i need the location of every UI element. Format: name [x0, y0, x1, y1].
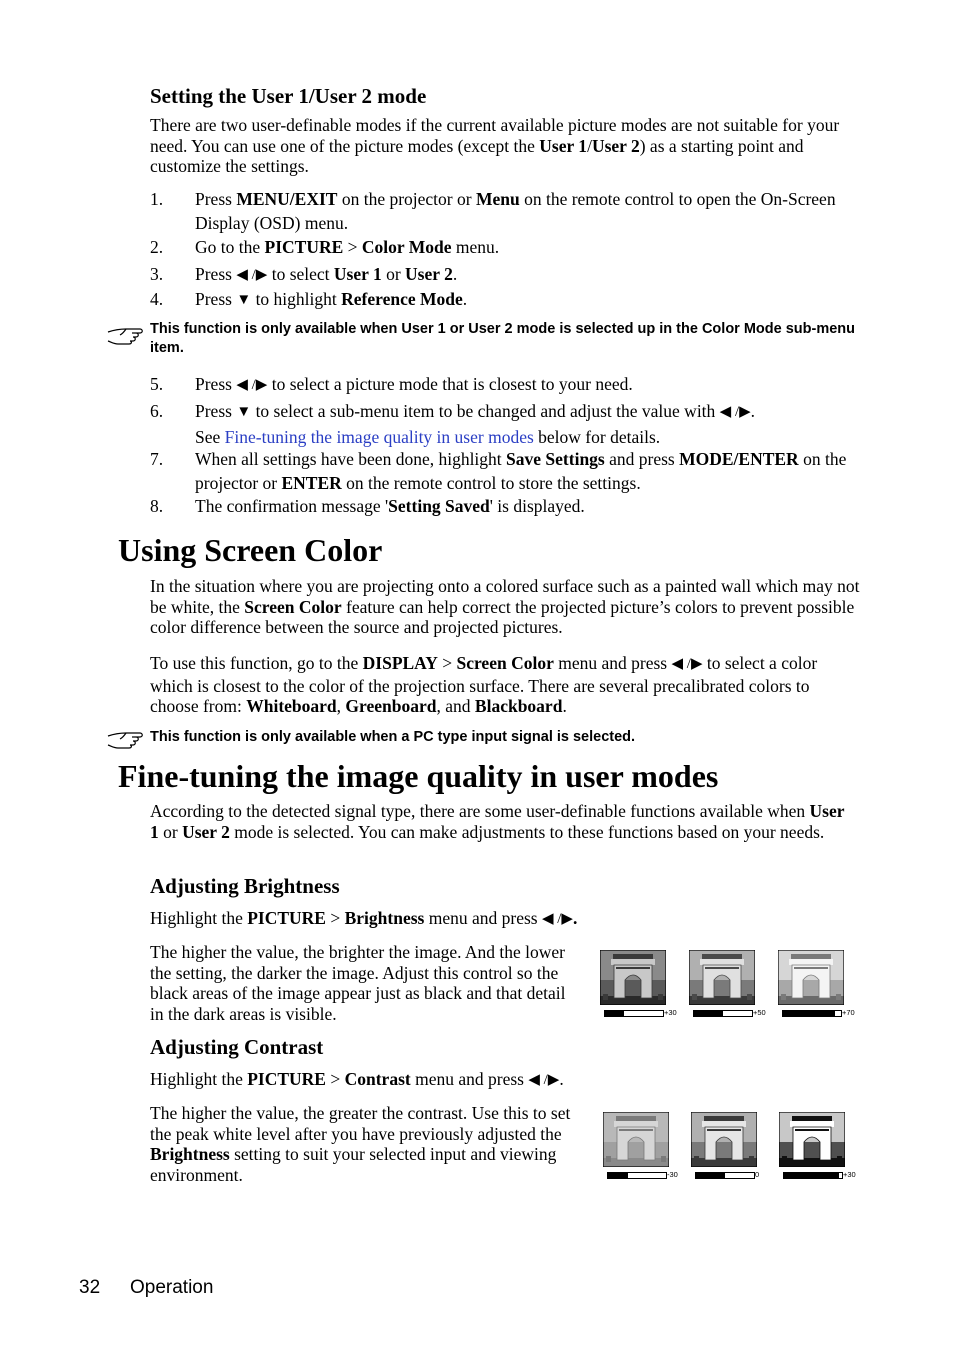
bold-text: ENTER	[281, 472, 342, 493]
level-bar-fill	[784, 1173, 839, 1178]
level-bar-fill	[696, 1173, 725, 1178]
text: See	[195, 426, 225, 447]
sample-image	[691, 1112, 757, 1167]
section-heading-user-mode: Setting the User 1/User 2 mode	[150, 84, 427, 108]
step-number: 1.	[150, 189, 164, 209]
text: .	[750, 401, 756, 421]
left-right-arrow-icon: ◀ /▶	[671, 656, 703, 672]
text: To use this function, go to the	[150, 653, 363, 673]
left-right-arrow-icon: ◀ /▶	[541, 911, 573, 927]
text: According to the detected signal type, there are some user-definable functions available when	[150, 801, 810, 821]
text: menu.	[451, 237, 500, 257]
sample-image	[603, 1112, 669, 1167]
bold-text: Brightness	[344, 908, 425, 928]
text: ,	[336, 696, 346, 716]
level-bar-fill	[783, 1011, 835, 1016]
bold-text: PICTURE	[247, 908, 326, 928]
bold-text: User 2	[405, 264, 453, 284]
down-arrow-icon: ▼	[236, 292, 252, 308]
bold-text: Color Mode	[361, 237, 452, 257]
bold-text: DISPLAY	[362, 653, 438, 673]
text: on the projector or	[337, 189, 476, 209]
text: Highlight the	[150, 1069, 248, 1089]
note-hand-icon	[106, 728, 146, 750]
brightness-description: The higher the value, the brighter the image. And the lower the setting, the darker the image. Adjust this control so the black areas of the image appear just as black and that detail in the dark areas is visible.	[150, 942, 566, 1024]
level-bar-fill	[608, 1173, 628, 1178]
note-screen-color: This function is only available when a PC type input signal is selected.	[150, 729, 636, 745]
text: The higher the value, the greater the contrast. Use this to set the peak white level after you have previously adjusted the	[150, 1103, 571, 1144]
step-number: 8.	[150, 496, 164, 516]
bold-text: PICTURE	[247, 1069, 326, 1089]
text: The confirmation message '	[195, 496, 389, 516]
text: Press	[195, 289, 237, 309]
level-label: +30	[664, 1008, 677, 1017]
level-bar-fill	[605, 1011, 624, 1016]
fine-tuning-intro	[150, 801, 850, 842]
bold-text: Blackboard	[474, 696, 563, 716]
bold-text: Menu	[475, 189, 520, 209]
contrast-description	[150, 1103, 575, 1185]
text: /	[587, 135, 592, 156]
step-7	[150, 448, 855, 495]
text: menu and press	[424, 908, 542, 928]
text: and press	[604, 449, 680, 469]
level-label: +50	[753, 1008, 766, 1017]
screen-color-paragraph-1	[150, 576, 860, 638]
text: >	[437, 653, 457, 673]
text: or	[158, 821, 183, 842]
text: >	[343, 237, 362, 257]
text: Press	[195, 374, 237, 394]
footer-section: Operation	[130, 1277, 214, 1298]
text: >	[325, 908, 345, 928]
text: to select	[267, 264, 334, 284]
level-label: +70	[842, 1008, 855, 1017]
text: >	[325, 1069, 345, 1089]
step-6	[150, 400, 855, 449]
bold-text: Reference Mode	[341, 289, 463, 309]
level-bar	[782, 1010, 842, 1017]
text: on the projector or	[195, 449, 847, 493]
down-arrow-icon: ▼	[236, 404, 252, 420]
left-right-arrow-icon: ◀ /▶	[236, 267, 268, 283]
text: to highlight	[251, 289, 342, 309]
step-number: 6.	[150, 401, 164, 421]
text: mode is selected. You can make adjustments to these functions based on your needs.	[229, 821, 825, 842]
bold-text: Screen Color	[456, 653, 554, 673]
subheading-contrast: Adjusting Contrast	[150, 1035, 324, 1059]
text: Press	[195, 401, 237, 421]
bold-text: Setting Saved	[388, 496, 490, 516]
subheading-brightness: Adjusting Brightness	[150, 874, 340, 898]
text: to select a color which is closest to the color of the projection surface. There are several precalibrated colors to choose from:	[150, 653, 818, 716]
bold-text: Greenboard	[345, 696, 437, 716]
text: In the situation where you are projecting onto a colored surface such as a painted wall which may not be white, the	[150, 576, 860, 617]
step-number: 7.	[150, 449, 164, 469]
left-right-arrow-icon: ◀ /▶	[236, 377, 268, 393]
step-number: 2.	[150, 237, 164, 257]
step-number: 4.	[150, 289, 164, 309]
step-3	[150, 263, 855, 289]
text: .	[559, 1069, 564, 1089]
section-heading-fine-tuning: Fine-tuning the image quality in user modes	[118, 758, 719, 794]
level-bar-fill	[694, 1011, 723, 1016]
bold-text: Whiteboard	[246, 696, 337, 716]
screen-color-paragraph-2	[150, 653, 860, 717]
level-bar	[604, 1010, 664, 1017]
text: , and	[436, 696, 475, 716]
text: to select a sub-menu item to be changed and adjust the value with	[251, 401, 720, 421]
level-label: -30	[667, 1170, 678, 1179]
text: ) as a starting point and customize the settings.	[150, 135, 804, 176]
bold-text: User 1	[539, 135, 588, 156]
bold-text: User 1	[333, 264, 382, 284]
text: to select a picture mode that is closest to your need.	[267, 374, 633, 394]
text: When all settings have been done, highlight	[195, 449, 507, 469]
text: on the remote control to store the settings.	[341, 472, 641, 493]
left-right-arrow-icon: ◀ /▶	[719, 404, 751, 420]
text: or	[381, 264, 406, 284]
bold-text: Save Settings	[506, 449, 605, 469]
left-right-arrow-icon: ◀ /▶	[528, 1072, 560, 1088]
sample-image	[779, 1112, 845, 1167]
bold-text: .	[572, 908, 578, 928]
step-5	[150, 373, 855, 399]
bold-text: User 1	[150, 801, 845, 842]
bold-text: Brightness	[150, 1144, 230, 1164]
step-2	[150, 236, 855, 260]
text: There are two user-definable modes if the current available picture modes are not suitable for your need. You can use one of the picture modes (except the	[150, 115, 840, 156]
text: Press	[195, 264, 237, 284]
page-number: 32	[79, 1277, 101, 1298]
bold-text: Contrast	[344, 1069, 411, 1089]
level-bar	[695, 1172, 755, 1179]
level-label: 0	[755, 1170, 760, 1179]
text: on the remote control to open the On-Screen Display (OSD) menu.	[195, 189, 836, 233]
bold-text: MODE/ENTER	[679, 449, 799, 469]
note-hand-icon	[106, 324, 146, 346]
user-mode-intro	[150, 115, 860, 177]
bold-text: PICTURE	[264, 237, 344, 257]
level-label: +30	[843, 1170, 856, 1179]
step-8	[150, 495, 855, 519]
text: Highlight the	[150, 908, 248, 928]
bold-text: User 2	[591, 135, 640, 156]
text: .	[462, 289, 468, 309]
brightness-instruction	[150, 908, 850, 931]
text: .	[562, 696, 567, 716]
level-bar	[693, 1010, 753, 1017]
text: below for details.	[533, 426, 661, 447]
text: Press	[195, 189, 237, 209]
contrast-instruction	[150, 1069, 850, 1092]
step-1	[150, 188, 855, 235]
text: menu and press	[553, 653, 672, 673]
step-number: 3.	[150, 264, 164, 284]
text: setting to suit your selected input and viewing environment.	[150, 1144, 557, 1185]
bold-text: Screen Color	[244, 596, 342, 617]
bold-text: User 2	[182, 821, 230, 842]
text: ' is displayed.	[489, 496, 585, 516]
text: Go to the	[195, 237, 265, 257]
sample-image	[778, 950, 844, 1005]
sample-image	[689, 950, 755, 1005]
text: .	[452, 264, 458, 284]
text: menu and press	[410, 1069, 529, 1089]
sample-image	[600, 950, 666, 1005]
step-4	[150, 288, 855, 314]
section-heading-screen-color: Using Screen Color	[118, 532, 383, 568]
step-number: 5.	[150, 374, 164, 394]
note-user-mode: This function is only available when User 1 or User 2 mode is selected up in the Color Mode sub-menu item.	[150, 321, 856, 356]
text: feature can help correct the projected picture’s colors to prevent possible color difference between the source and projected pictures.	[150, 596, 855, 637]
fine-tuning-link[interactable]: Fine-tuning the image quality in user modes	[224, 426, 534, 447]
level-bar	[783, 1172, 843, 1179]
bold-text: MENU/EXIT	[236, 189, 338, 209]
level-bar	[607, 1172, 667, 1179]
